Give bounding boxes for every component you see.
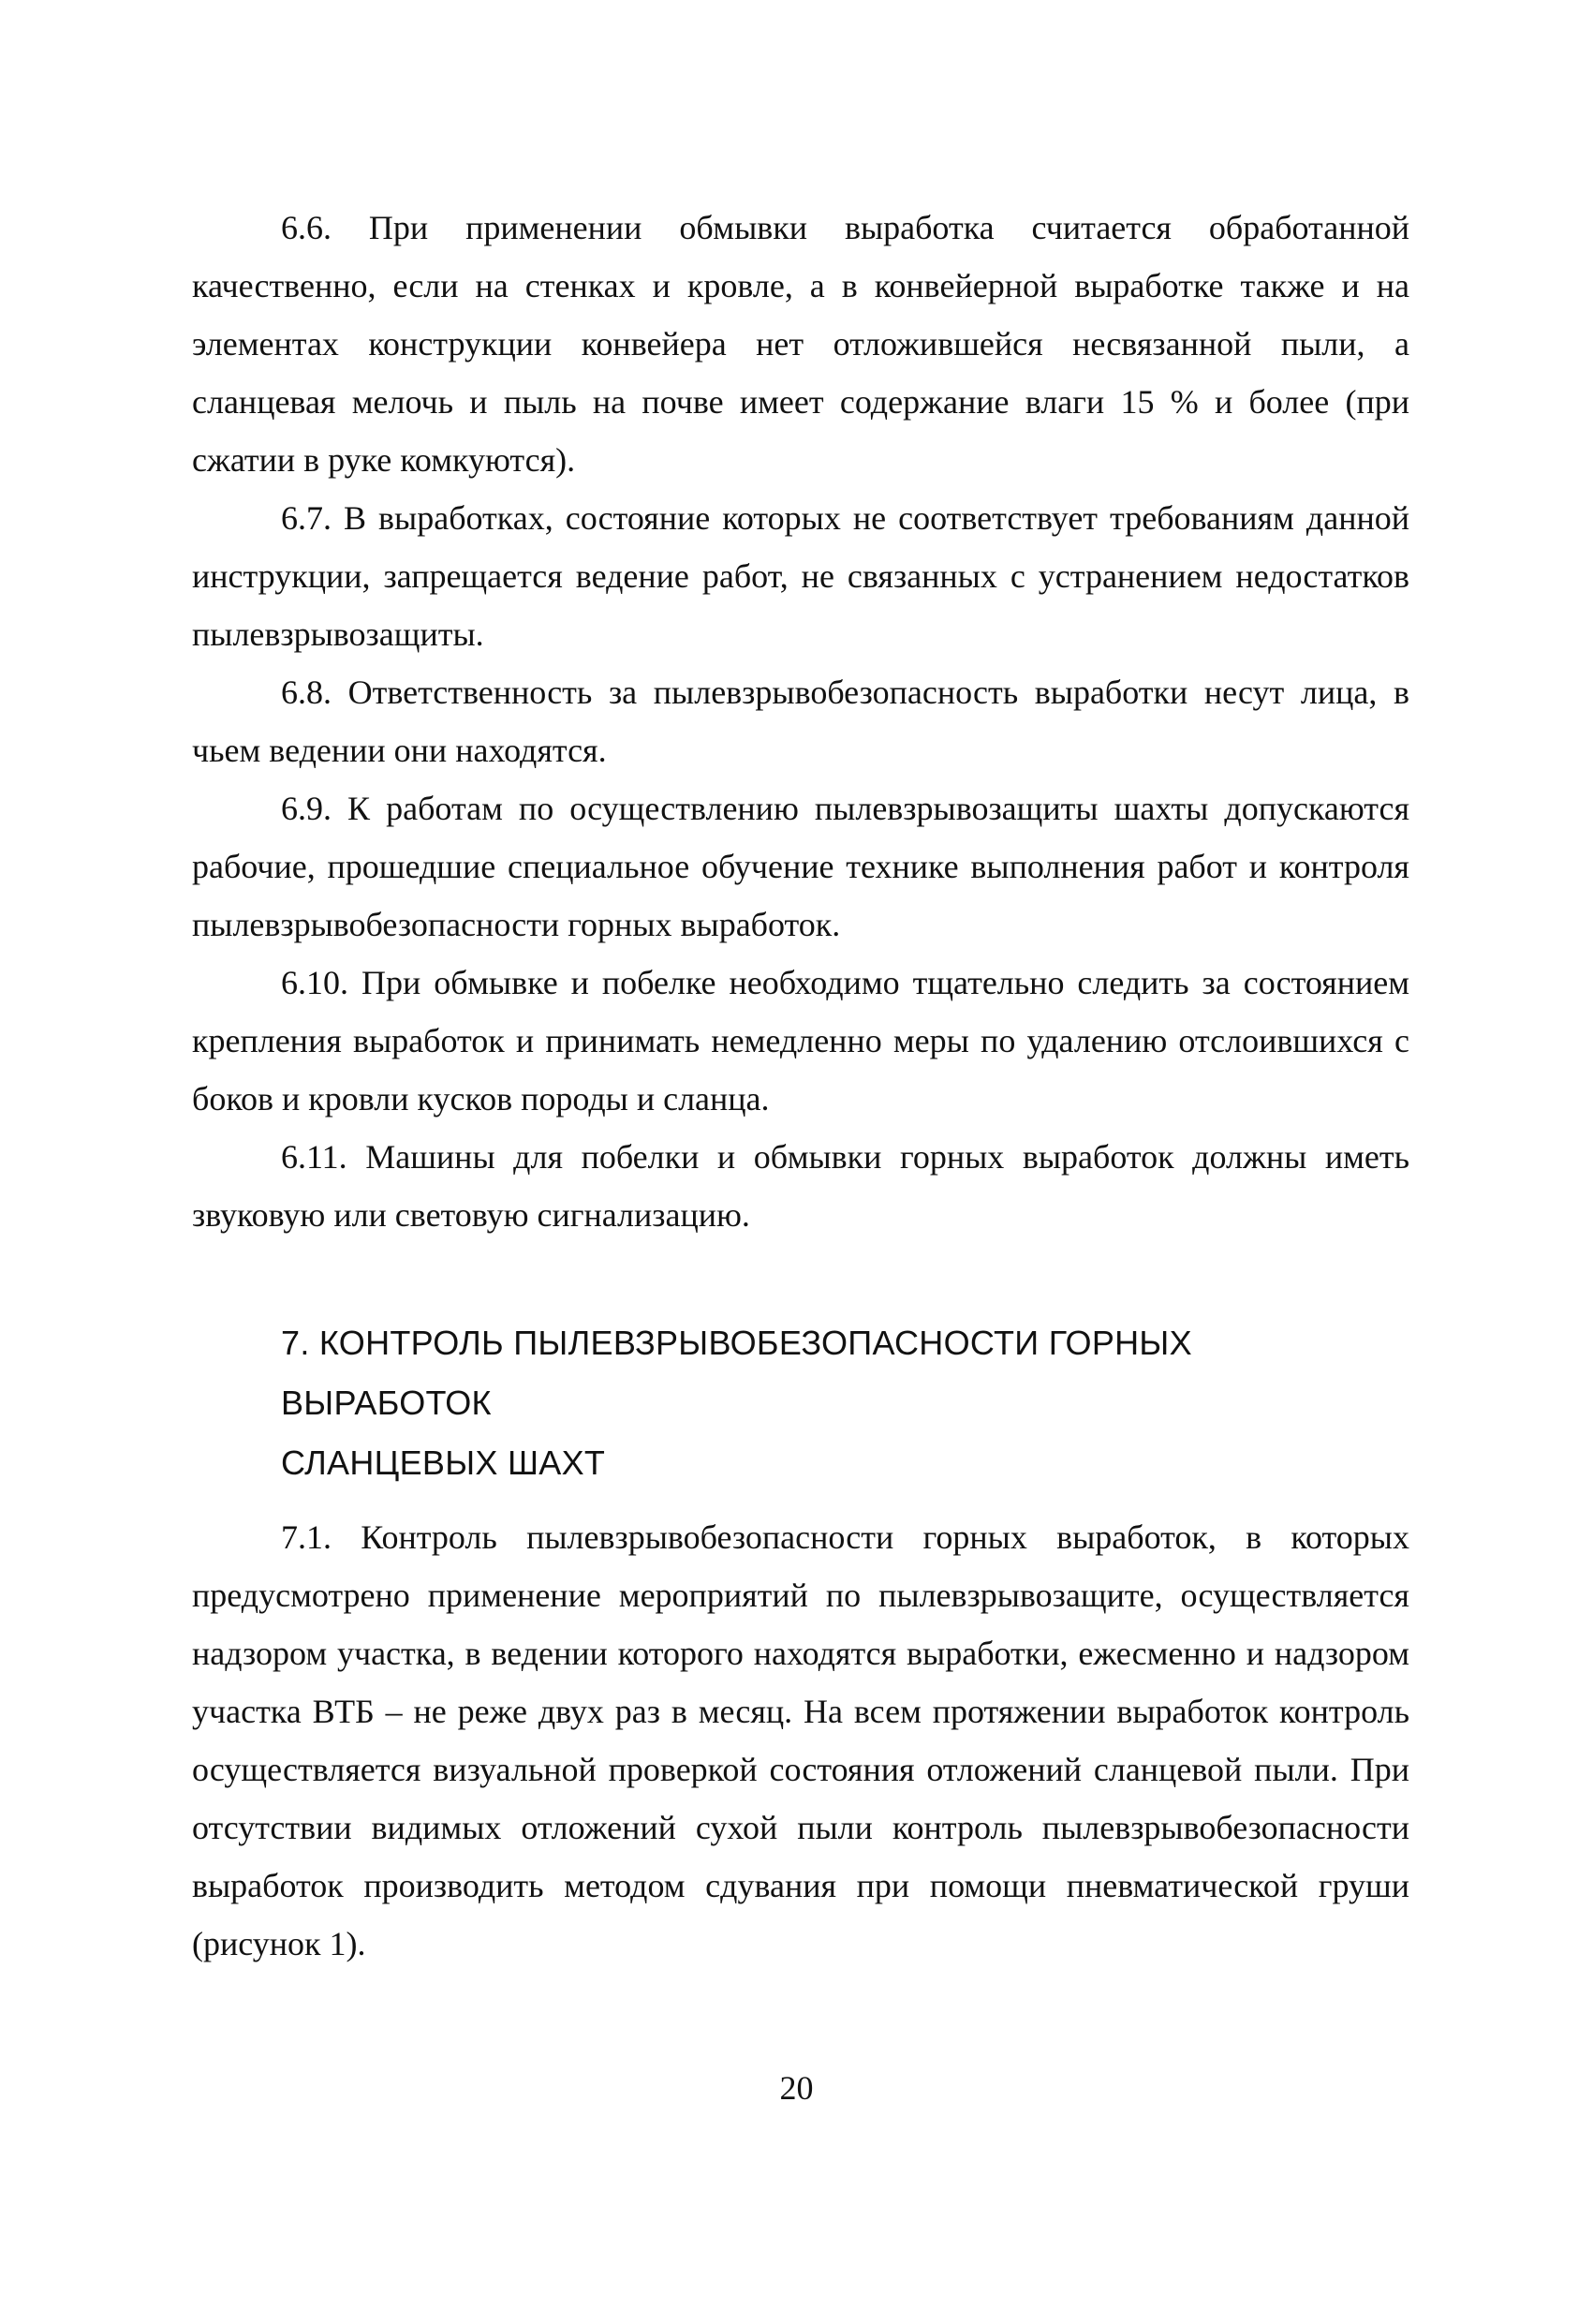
section-7-text xyxy=(192,1508,1409,1973)
paragraph-6-6: 6.6. При применении обмывки выработка считается обработанной качественно, если на стенках и кровле, а в конвейерной выработке также и на элементах конструкции конвейера нет отложившейся несвязанной пыли, а сланцевая мелочь и пыль на почве имеет содержание влаги 15 % и более (при сжатии в руке комкуются). xyxy=(192,209,1409,479)
paragraph-6-7: 6.7. В выработках, состояние которых не соответствует требованиям данной инструкции, запрещается ведение работ, не связанных с устранением недостатков пылевзрывозащиты. xyxy=(192,499,1409,653)
section-7-heading-line-1: 7. КОНТРОЛЬ ПЫЛЕВЗРЫВОБЕЗОПАСНОСТИ ГОРНЫХ ВЫРАБОТОК xyxy=(281,1324,1192,1422)
paragraph-6-11: 6.11. Машины для побелки и обмывки горных выработок должны иметь звуковую или световую сигнализацию. xyxy=(192,1138,1409,1234)
section-7-heading-line-2: СЛАНЦЕВЫХ ШАХТ xyxy=(281,1443,606,1482)
paragraph-6-9: 6.9. К работам по осуществлению пылевзрывозащиты шахты допускаются рабочие, прошедшие специальное обучение технике выполнения работ и контроля пылевзрывобезопасности горных выработок. xyxy=(192,790,1409,943)
paragraph-7-1: 7.1. Контроль пылевзрывобезопасности горных выработок, в которых предусмотрено применение мероприятий по пылевзрывозащите, осуществляется надзором участка, в ведении которого находятся выработки, ежесменно и надзором участка ВТБ – не реже двух раз в месяц. На всем протяжении выработок контроль осуществляется визуальной проверкой состояния отложений сланцевой пыли. При отсутствии видимых отложений сухой пыли контроль пылевзрывобезопасности выработок производить методом сдувания при помощи пневматической груши (рисунок 1). xyxy=(192,1518,1409,1962)
section-6-text xyxy=(192,199,1409,1244)
paragraph-6-8: 6.8. Ответственность за пылевзрывобезопасность выработки несут лица, в чьем ведении они находятся. xyxy=(192,674,1409,769)
paragraph-6-10: 6.10. При обмывке и побелке необходимо тщательно следить за состоянием крепления выработок и принимать немедленно меры по удалению отслоившихся с боков и кровли кусков породы и сланца. xyxy=(192,964,1409,1118)
section-7-heading xyxy=(281,1313,1405,1493)
page-number: 20 xyxy=(779,2069,814,2107)
